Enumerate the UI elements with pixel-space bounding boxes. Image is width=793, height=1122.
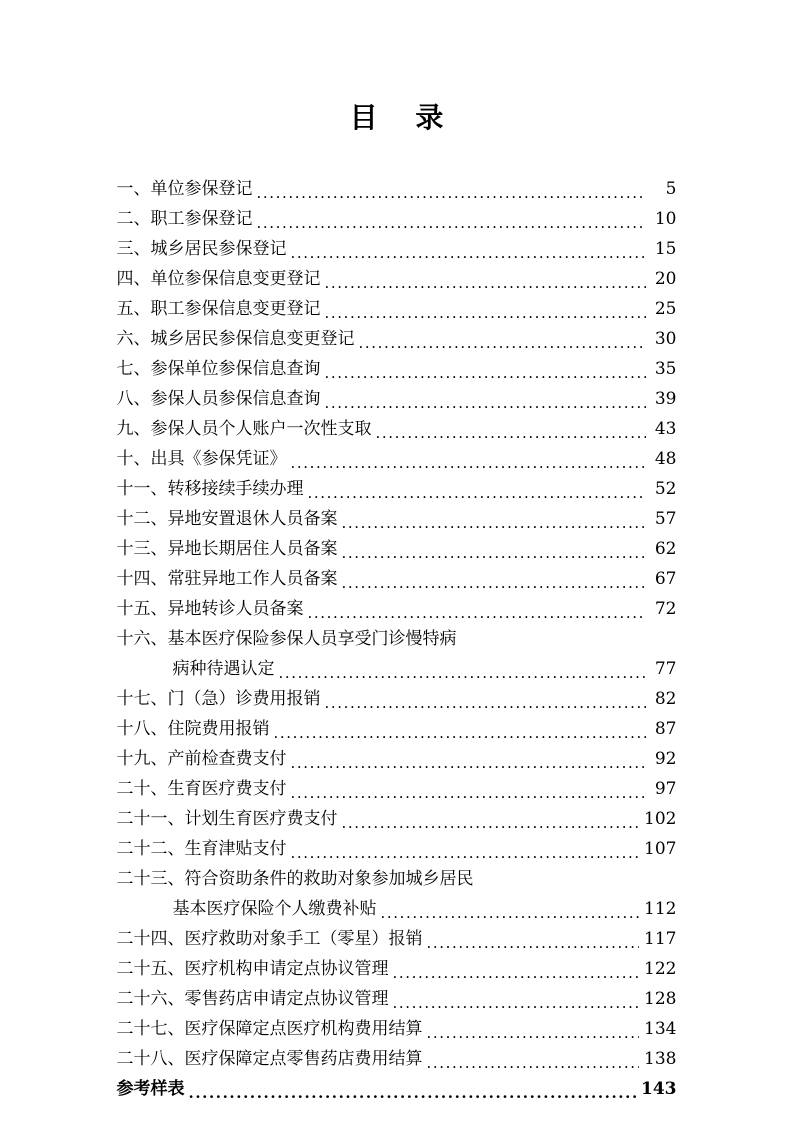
toc-leader-dots	[325, 392, 646, 414]
toc-leader-dots	[393, 992, 640, 1014]
toc-entry[interactable]	[117, 804, 677, 834]
toc-leader-dots	[427, 1052, 640, 1074]
toc-entry-page-number: 5	[665, 179, 677, 199]
toc-entry[interactable]	[117, 744, 677, 774]
toc-entry-label: 三、城乡居民参保登记	[116, 239, 287, 259]
toc-entry[interactable]	[117, 864, 677, 894]
toc-entry-label: 九、参保人员个人账户一次性支取	[116, 419, 372, 439]
toc-leader-dots	[274, 722, 646, 744]
toc-entry-label: 二十五、医疗机构申请定点协议管理	[116, 959, 389, 979]
toc-entry-label: 二十四、医疗救助对象手工（零星）报销	[116, 929, 423, 949]
toc-entry[interactable]	[117, 594, 677, 624]
toc-entry-label: 七、参保单位参保信息查询	[116, 359, 321, 379]
toc-entry-page-number: 77	[654, 659, 677, 679]
toc-entry-page-number: 143	[641, 1079, 677, 1099]
toc-entry-label: 十四、常驻异地工作人员备案	[116, 569, 338, 589]
toc-entry-page-number: 43	[654, 419, 677, 439]
toc-entry-page-number: 107	[644, 839, 677, 859]
toc-leader-dots	[325, 302, 646, 324]
toc-leader-dots	[342, 812, 640, 834]
toc-entry[interactable]	[117, 684, 677, 714]
toc-entry-page-number: 39	[654, 389, 677, 409]
toc-entry-label: 十一、转移接续手续办理	[116, 479, 304, 499]
toc-entry-label: 二十六、零售药店申请定点协议管理	[116, 989, 389, 1009]
toc-entry-label: 基本医疗保险个人缴费补贴	[172, 899, 377, 919]
toc-entry[interactable]	[117, 474, 677, 504]
toc-entry-page-number: 48	[654, 449, 677, 469]
toc-entry[interactable]	[117, 564, 677, 594]
toc-entry-page-number: 10	[654, 209, 677, 229]
toc-leader-dots	[257, 182, 646, 204]
toc-entry-label: 十九、产前检查费支付	[116, 749, 287, 769]
toc-leader-dots	[308, 482, 646, 504]
toc-entry-label: 二十二、生育津贴支付	[116, 839, 287, 859]
toc-entry-page-number: 35	[654, 359, 677, 379]
toc-entry[interactable]	[117, 264, 677, 294]
toc-entry-label: 一、单位参保登记	[116, 179, 253, 199]
toc-entry-page-number: 112	[644, 899, 677, 919]
toc-leader-dots	[427, 932, 640, 954]
toc-entry[interactable]	[117, 534, 677, 564]
toc-leader-dots	[342, 542, 646, 564]
toc-entry[interactable]	[117, 204, 677, 234]
toc-leader-dots	[291, 752, 646, 774]
toc-leader-dots	[291, 452, 646, 474]
toc-entry[interactable]	[117, 654, 677, 684]
toc-entry-page-number: 25	[654, 299, 677, 319]
toc-entry-page-number: 102	[644, 809, 677, 829]
toc-entry-page-number: 117	[644, 929, 677, 949]
toc-leader-dots	[189, 1082, 637, 1104]
toc-entry-label: 六、城乡居民参保信息变更登记	[116, 329, 355, 349]
toc-entry-label: 十八、住院费用报销	[116, 719, 270, 739]
toc-leader-dots	[325, 692, 646, 714]
toc-entry-page-number: 67	[654, 569, 677, 589]
toc-leader-dots	[393, 962, 640, 984]
toc-leader-dots	[376, 422, 646, 444]
toc-leader-dots	[359, 332, 646, 354]
toc-entry-page-number: 72	[654, 599, 677, 619]
toc-entry-label: 十三、异地长期居住人员备案	[116, 539, 338, 559]
toc-leader-dots	[342, 512, 646, 534]
toc-entry-page-number: 82	[654, 689, 677, 709]
toc-entry-page-number: 138	[644, 1049, 677, 1069]
toc-entry-page-number: 62	[654, 539, 677, 559]
toc-entry-label: 二十一、计划生育医疗费支付	[116, 809, 338, 829]
toc-entry-page-number: 52	[654, 479, 677, 499]
toc-entry-label: 二十、生育医疗费支付	[116, 779, 287, 799]
toc-leader-dots	[381, 902, 640, 924]
toc-leader-dots	[291, 782, 646, 804]
toc-leader-dots	[257, 212, 646, 234]
toc-entry[interactable]	[117, 714, 677, 744]
toc-entry-label: 二十三、符合资助条件的救助对象参加城乡居民	[116, 869, 474, 889]
toc-entry-label: 十二、异地安置退休人员备案	[116, 509, 338, 529]
toc-entry-label: 八、参保人员参保信息查询	[116, 389, 321, 409]
toc-entry[interactable]	[117, 924, 677, 954]
toc-leader-dots	[325, 272, 646, 294]
toc-entry-label: 二、职工参保登记	[116, 209, 253, 229]
toc-leader-dots	[291, 842, 640, 864]
toc-entry-page-number: 128	[644, 989, 677, 1009]
toc-entry-page-number: 20	[654, 269, 677, 289]
toc-entry-page-number: 57	[654, 509, 677, 529]
toc-leader-dots	[291, 242, 646, 264]
toc-entry-label: 二十八、医疗保障定点零售药店费用结算	[116, 1049, 423, 1069]
toc-entry[interactable]	[117, 774, 677, 804]
toc-entry-label: 十七、门（急）诊费用报销	[116, 689, 321, 709]
toc-entry-page-number: 92	[654, 749, 677, 769]
toc-entry-label: 病种待遇认定	[172, 659, 275, 679]
toc-leader-dots	[325, 362, 646, 384]
toc-leader-dots	[427, 1022, 640, 1044]
toc-entry[interactable]	[117, 624, 677, 654]
toc-entry-label: 二十七、医疗保障定点医疗机构费用结算	[116, 1019, 423, 1039]
toc-entry[interactable]	[117, 1014, 677, 1044]
toc-entry[interactable]	[117, 354, 677, 384]
toc-entry-label: 十、出具《参保凭证》	[116, 449, 287, 469]
toc-entry-page-number: 87	[654, 719, 677, 739]
toc-entry-label: 五、职工参保信息变更登记	[116, 299, 321, 319]
toc-entry[interactable]	[117, 984, 677, 1014]
toc-leader-dots	[342, 572, 646, 594]
toc-entry-page-number: 122	[644, 959, 677, 979]
toc-entry-page-number: 134	[644, 1019, 677, 1039]
toc-entry[interactable]	[117, 444, 677, 474]
toc-entry[interactable]	[117, 834, 677, 864]
toc-entry[interactable]	[117, 894, 677, 924]
toc-entry[interactable]	[117, 1074, 677, 1104]
toc-entry-page-number: 30	[654, 329, 677, 349]
toc-leader-dots	[279, 662, 646, 684]
toc-entry[interactable]	[117, 174, 677, 204]
toc-entry-page-number: 97	[654, 779, 677, 799]
toc-entry[interactable]	[117, 1044, 677, 1074]
toc-entry[interactable]	[117, 324, 677, 354]
toc-entry[interactable]	[117, 294, 677, 324]
toc-entry-label: 十五、异地转诊人员备案	[116, 599, 304, 619]
toc-entry-label: 十六、基本医疗保险参保人员享受门诊慢特病	[116, 629, 457, 649]
toc-entry[interactable]	[117, 234, 677, 264]
toc-entry[interactable]	[117, 504, 677, 534]
toc-entry[interactable]	[117, 414, 677, 444]
toc-entry-page-number: 15	[654, 239, 677, 259]
toc-leader-dots	[308, 602, 646, 624]
page-title: 目 录	[349, 101, 458, 134]
toc-entry[interactable]	[117, 954, 677, 984]
toc-entry[interactable]	[117, 384, 677, 414]
table-of-contents	[117, 174, 677, 1104]
toc-entry-label: 四、单位参保信息变更登记	[116, 269, 321, 289]
toc-entry-label: 参考样表	[116, 1079, 185, 1099]
